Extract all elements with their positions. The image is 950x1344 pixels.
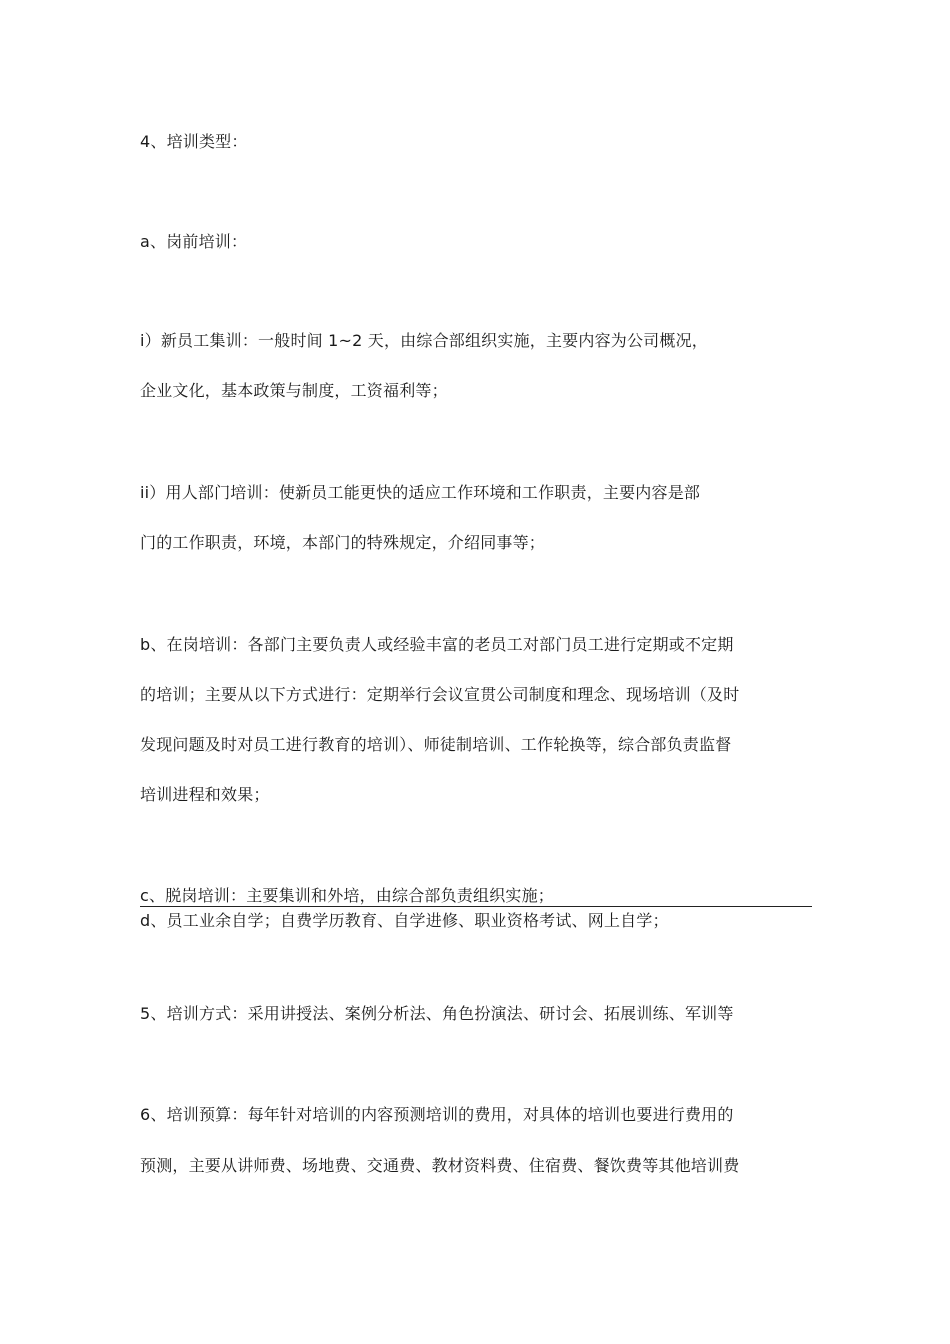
section-6-line-2: 预测，主要从讲师费、场地费、交通费、教材资料费、住宿费、餐饮费等其他培训费 xyxy=(140,1156,740,1175)
subsection-a-heading: a、岗前培训： xyxy=(140,232,248,251)
section-6-line-1: 6、培训预算：每年针对培训的内容预测培训的费用，对具体的培训也要进行费用的 xyxy=(140,1105,734,1124)
item-ii-line-2: 门的工作职责，环境，本部门的特殊规定，介绍同事等； xyxy=(140,533,546,552)
item-i-line-1: i）新员工集训：一般时间 1~2 天，由综合部组织实施，主要内容为公司概况， xyxy=(140,331,708,350)
section-5-line: 5、培训方式：采用讲授法、案例分析法、角色扮演法、研讨会、拓展训练、军训等 xyxy=(140,1004,734,1023)
item-ii-line-1: ii）用人部门培训：使新员工能更快的适应工作环境和工作职责，主要内容是部 xyxy=(140,483,701,502)
subsection-b-line-3: 发现问题及时对员工进行教育的培训）、师徒制培训、工作轮换等，综合部负责监督 xyxy=(140,735,732,754)
section-4-heading: 4、培训类型： xyxy=(140,132,248,151)
item-i-line-2: 企业文化，基本政策与制度，工资福利等； xyxy=(140,381,448,400)
subsection-c-line: c、脱岗培训：主要集训和外培，由综合部负责组织实施； xyxy=(140,886,554,905)
subsection-b-line-4: 培训进程和效果； xyxy=(140,785,270,804)
subsection-b-line-2: 的培训；主要从以下方式进行：定期举行会议宣贯公司制度和理念、现场培训（及时 xyxy=(140,685,740,704)
subsection-b-line-1: b、在岗培训：各部门主要负责人或经验丰富的老员工对部门员工进行定期或不定期 xyxy=(140,635,734,654)
horizontal-rule xyxy=(140,906,812,907)
subsection-d-line: d、员工业余自学；自费学历教育、自学进修、职业资格考试、网上自学； xyxy=(140,911,669,930)
